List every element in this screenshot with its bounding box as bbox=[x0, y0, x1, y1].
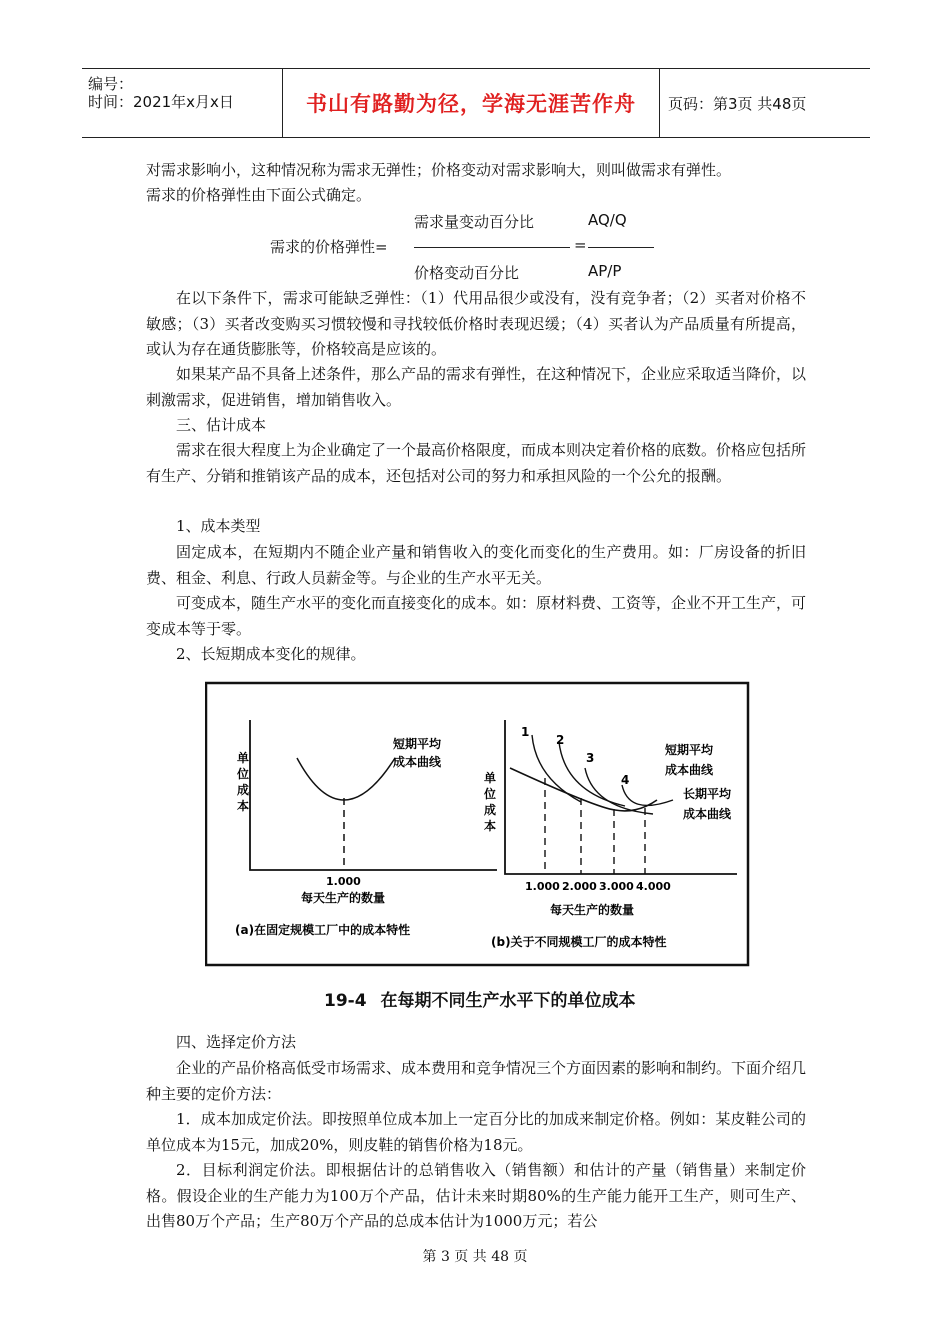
fraction-bar bbox=[588, 247, 654, 248]
panel-b-tick-2: 2.000 bbox=[562, 880, 597, 893]
panel-b-caption: (b)关于不同规模工厂的成本特性 bbox=[491, 935, 667, 949]
figure-caption bbox=[324, 986, 636, 1011]
curve-number-4: 4 bbox=[621, 773, 630, 787]
panel-b-ylabel-1: 单 bbox=[484, 771, 497, 785]
section-heading: 三、估计成本 bbox=[176, 416, 267, 434]
paragraph: 可变成本，随生产水平的变化而直接变化的成本。如：原材料费、工资等，企业不开工生产，可变成本等于零。 bbox=[146, 594, 807, 638]
paragraph: 需求的价格弹性由下面公式确定。 bbox=[146, 186, 372, 204]
paragraph: 2．目标利润定价法。即根据估计的总销售收入（销售额）和估计的产量（销售量）来制定价格。假设企业的生产能力为100万个产品，估计未来时期80%的生产能力能开工生产，则可生产、出售80万个产品；生产80万个产品的总成本估计为1000万元；若公 bbox=[146, 1161, 806, 1231]
panel-b-xlabel: 每天生产的数量 bbox=[550, 903, 635, 917]
panel-b-ylabel-2: 位 bbox=[484, 787, 497, 801]
formula-denominator-text: 价格变动百分比 bbox=[414, 264, 520, 282]
panel-a-axes bbox=[250, 720, 497, 870]
panel-a-ylabel-3: 成 bbox=[237, 783, 250, 797]
fraction-bar bbox=[414, 247, 570, 248]
paragraph: 在以下条件下，需求可能缺乏弹性：（1）代用品很少或没有，没有竞争者；（2）买者对价格不敏感；（3）买者改变购买习惯较慢和寻找较低价格时表现迟缓；（4）买者认为产品质量有所提高，或认为存在通货膨胀等，价格较高是应该的。 bbox=[146, 289, 806, 359]
cost-figure bbox=[205, 680, 753, 968]
panel-a-ylabel-2: 位 bbox=[237, 767, 250, 781]
long-label-2: 成本曲线 bbox=[683, 807, 732, 821]
page-header bbox=[82, 68, 870, 138]
panel-b-tick-1: 1.000 bbox=[525, 880, 560, 893]
short-run-curve bbox=[297, 758, 395, 800]
date-label: 时间：2021年x月x日 bbox=[88, 93, 234, 111]
section-heading: 四、选择定价方法 bbox=[176, 1033, 297, 1051]
page-footer: 第 3 页 共 48 页 bbox=[422, 1249, 528, 1265]
curve-number-2: 2 bbox=[556, 733, 565, 747]
figure-title: 在每期不同生产水平下的单位成本 bbox=[380, 991, 636, 1011]
paragraph: 1．成本加成定价法。即按照单位成本加上一定百分比的加成来制定价格。例如：某皮鞋公司的单位成本为15元，加成20%，则皮鞋的销售价格为18元。 bbox=[146, 1110, 806, 1154]
sub-heading: 1、成本类型 bbox=[176, 517, 261, 535]
panel-a-curve-label-1: 短期平均 bbox=[393, 737, 442, 751]
panel-b-ylabel-3: 成 bbox=[484, 803, 497, 817]
paragraph: 对需求影响小，这种情况称为需求无弹性；价格变动对需求影响大，则叫做需求有弹性。 bbox=[146, 161, 732, 179]
paragraph: 企业的产品价格高低受市场需求、成本费用和竞争情况三个方面因素的影响和制约。下面介绍几种主要的定价方法： bbox=[146, 1059, 807, 1103]
panel-b-ylabel-4: 本 bbox=[484, 819, 497, 833]
header-motto: 书山有路勤为径，学海无涯苦作舟 bbox=[283, 69, 660, 137]
panel-a bbox=[235, 720, 497, 937]
panel-a-xlabel: 每天生产的数量 bbox=[301, 891, 386, 905]
formula-numerator-text: 需求量变动百分比 bbox=[414, 213, 535, 231]
paragraph: 固定成本，在短期内不随企业产量和销售收入的变化而变化的生产费用。如：厂房设备的折旧费、租金、利息、行政人员薪金等。与企业的生产水平无关。 bbox=[146, 543, 806, 587]
panel-a-ylabel-1: 单 bbox=[237, 751, 250, 765]
panel-b bbox=[483, 720, 737, 949]
panel-a-tick: 1.000 bbox=[326, 875, 361, 888]
paragraph: 如果某产品不具备上述条件，那么产品的需求有弹性，在这种情况下，企业应采取适当降价，以刺激需求，促进销售，增加销售收入。 bbox=[146, 365, 807, 409]
long-run-curve bbox=[510, 768, 657, 811]
panel-a-caption: (a)在固定规模工厂中的成本特性 bbox=[235, 923, 411, 937]
short-label-1: 短期平均 bbox=[665, 743, 714, 757]
figure-number: 19-4 bbox=[324, 991, 367, 1011]
header-meta bbox=[82, 69, 283, 137]
curve-number-3: 3 bbox=[586, 751, 595, 765]
panel-b-tick-4: 4.000 bbox=[636, 880, 671, 893]
short-label-2: 成本曲线 bbox=[665, 763, 714, 777]
serial-label: 编号： bbox=[88, 75, 134, 93]
formula-equals: = bbox=[574, 236, 587, 254]
elasticity-formula bbox=[146, 205, 806, 285]
header-page-label: 页码：第3页 共48页 bbox=[668, 94, 807, 113]
short-run-curve-4 bbox=[622, 785, 673, 805]
long-label-1: 长期平均 bbox=[683, 787, 732, 801]
panel-b-tick-3: 3.000 bbox=[599, 880, 634, 893]
formula-numerator-symbol: AQ/Q bbox=[588, 211, 627, 229]
formula-denominator-symbol: AP/P bbox=[588, 262, 622, 280]
paragraph: 需求在很大程度上为企业确定了一个最高价格限度，而成本则决定着价格的底数。价格应包括所有生产、分销和推销该产品的成本，还包括对公司的努力和承担风险的一个公允的报酬。 bbox=[146, 441, 807, 485]
cost-figure-svg bbox=[205, 680, 753, 968]
panel-a-ylabel-4: 本 bbox=[237, 799, 250, 813]
formula-lhs: 需求的价格弹性= bbox=[270, 238, 388, 256]
curve-number-1: 1 bbox=[521, 725, 530, 739]
sub-heading: 2、长短期成本变化的规律。 bbox=[176, 645, 366, 663]
panel-a-curve-label-2: 成本曲线 bbox=[393, 755, 442, 769]
